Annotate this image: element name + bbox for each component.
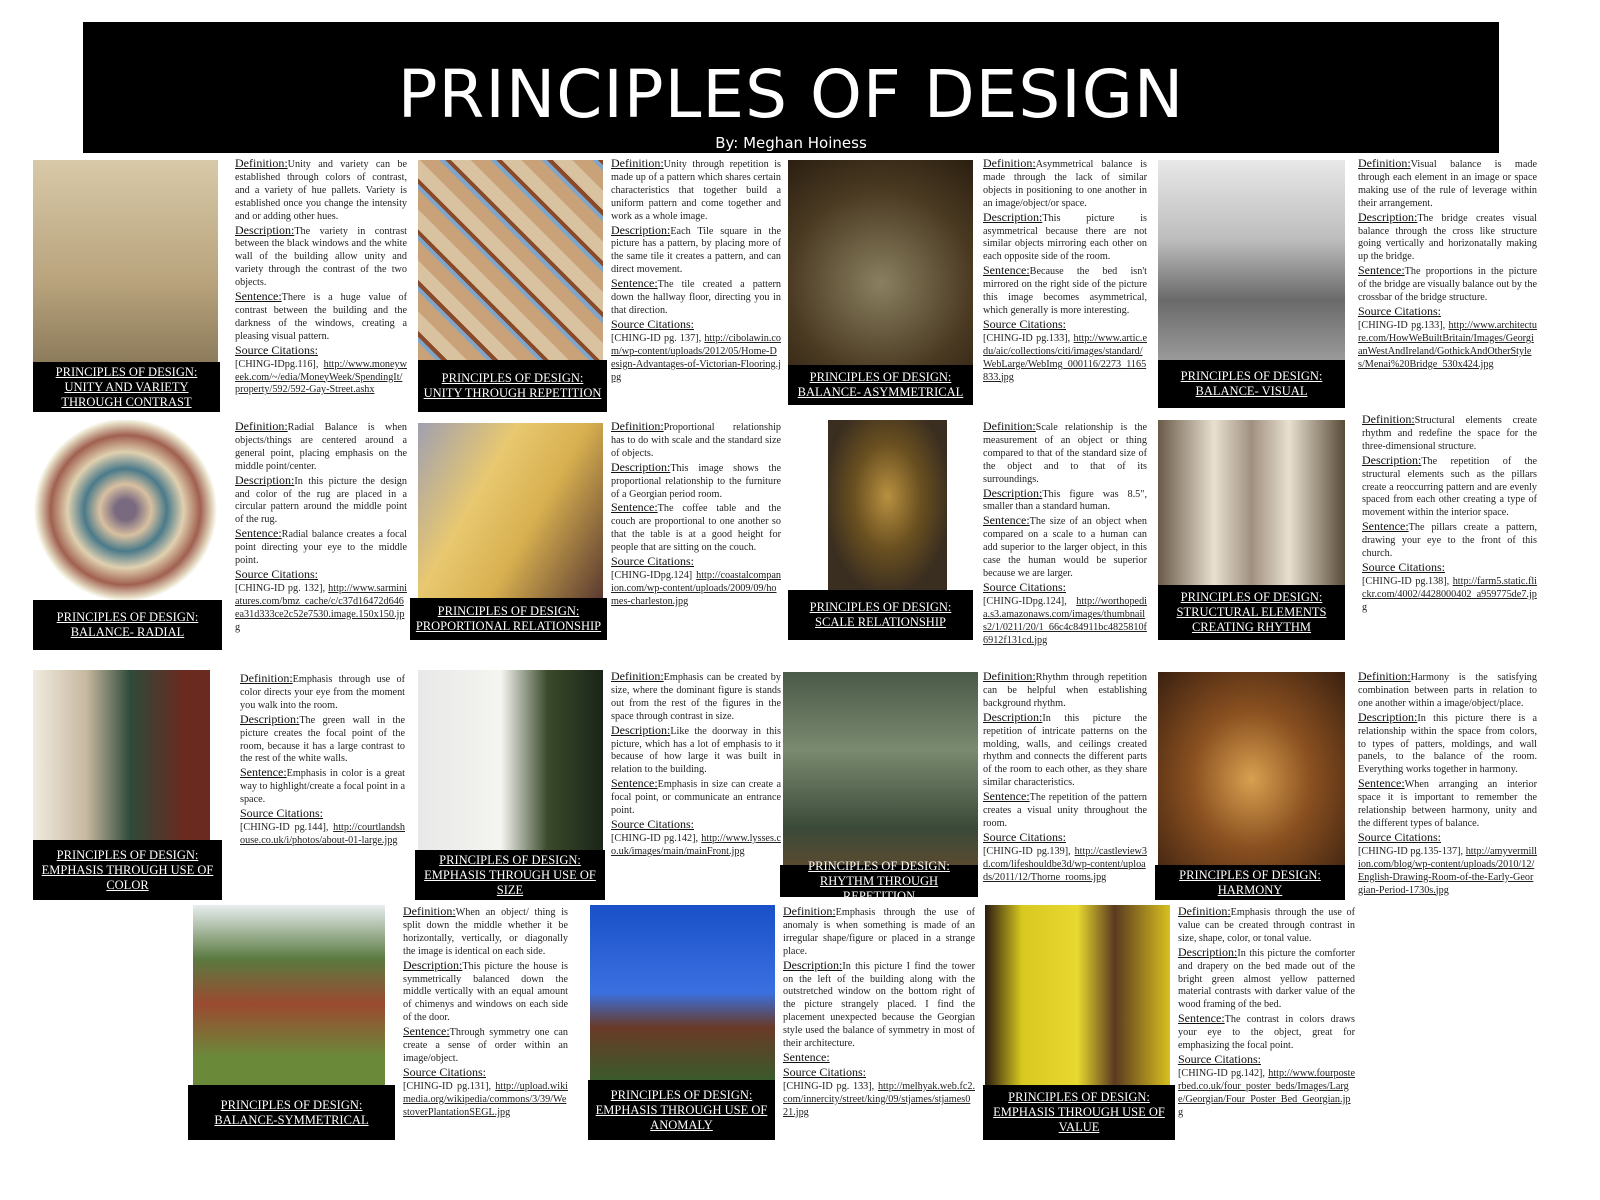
sentence-label: Sentence: [1358, 776, 1405, 791]
citation-text: [CHING-ID pg.135-137], [1358, 845, 1464, 857]
source-block [983, 318, 1147, 385]
panel-caption [983, 1085, 1175, 1140]
sentence-block [1358, 777, 1537, 831]
sentence-label: Sentence: [983, 513, 1030, 528]
description-label: Description: [783, 957, 843, 972]
source-link[interactable]: http://coastalcompanion.com/wp-content/uploads/2009/09/homes-charleston.jpg [611, 569, 781, 607]
caption-title: BALANCE- RADIAL [70, 625, 185, 639]
definition-label: Definition: [235, 419, 288, 433]
description-label: Description: [1358, 709, 1418, 724]
caption-prefix: PRINCIPLES OF DESIGN: [56, 610, 199, 624]
sentence-block [611, 501, 781, 555]
caption-title: EMPHASIS THROUGH USE OF SIZE [424, 867, 596, 897]
definition-label: Definition: [1358, 669, 1411, 683]
citation-text: [CHING-ID pg. 132], [235, 582, 326, 594]
sentence-block [403, 1025, 568, 1066]
description-block [235, 224, 407, 291]
panel-text [983, 157, 1147, 384]
panel-caption [1158, 360, 1345, 408]
definition-block [1358, 157, 1537, 211]
definition-text: Emphasis through use of color directs your eye from the moment you walk into the room. [240, 674, 405, 711]
description-text: In this picture there is a relationship within the space from colors, to types of patters, moldings, and wall panels, to the balance of the room. Everything works together in harmony. [1358, 712, 1537, 776]
source-label: Source Citations: [1362, 559, 1445, 574]
description-label: Description: [983, 485, 1043, 500]
source-block [983, 581, 1147, 648]
panel-caption [410, 598, 607, 640]
description-label: Description: [611, 722, 671, 737]
definition-label: Definition: [983, 156, 1036, 170]
sentence-label: Sentence: [1362, 519, 1409, 534]
panel-photo [1158, 672, 1345, 867]
description-text: In this picture the repetition of intricate patterns on the molding, walls, and ceilings created rhythm and connects the different parts of the room to each other, as they share similar characteristics. [983, 712, 1147, 789]
panel-text [403, 905, 568, 1120]
citation-text: [CHING-IDpg.116], [235, 358, 319, 370]
panel-text [611, 670, 781, 859]
description-label: Description: [983, 709, 1043, 724]
definition-block [235, 157, 407, 224]
definition-block [983, 420, 1147, 487]
description-text: This image shows the proportional relationship to the furniture of a Georgian period room. [611, 462, 781, 500]
panel-photo [985, 905, 1170, 1085]
panel-text [235, 157, 407, 397]
sentence-label: Sentence: [983, 263, 1030, 278]
definition-text: Proportional relationship has to do with scale and the standard size of objects. [611, 422, 781, 459]
description-block [403, 959, 568, 1026]
panel-photo [1158, 420, 1345, 585]
source-link[interactable]: http://www.lysses.co.uk/images/main/mainFront.jpg [611, 832, 781, 857]
panel-photo [828, 420, 947, 590]
panel-caption [418, 360, 607, 412]
caption-prefix: PRINCIPLES OF DESIGN: [220, 1097, 363, 1112]
caption-title: EMPHASIS THROUGH USE OF COLOR [41, 862, 214, 892]
description-label: Description: [235, 472, 295, 487]
caption-prefix: PRINCIPLES OF DESIGN: [437, 604, 580, 618]
description-block [983, 711, 1147, 790]
caption-prefix: PRINCIPLES OF DESIGN: [439, 852, 581, 867]
definition-block [1358, 670, 1537, 711]
definition-text: Unity and variety can be established through colors of contrast, and a variety of hue pallets. Variety is established once you change the intensity and or adding other hues. [235, 159, 407, 222]
sentence-block [1178, 1012, 1355, 1053]
source-link[interactable]: http://www.architecture.com/HowWeBuiltBritain/Images/GeorgianWestAndIreland/GothickAndOtherStyles/Menai%20Bridge_530x424.jpg [1358, 319, 1537, 370]
source-link[interactable]: http://melhyak.web.fc2.com/innercity/street/king/09/stjames/stjames021.jpg [783, 1080, 975, 1118]
description-block [1178, 946, 1355, 1013]
source-label: Source Citations: [983, 316, 1066, 331]
source-label: Source Citations: [235, 566, 318, 581]
description-text: In this picture the comforter and drapery on the bed made out of the bright green almost yellow patterned material contrasts with darker value of the wood framing of the bed. [1178, 947, 1355, 1011]
panel-caption [780, 858, 978, 903]
sentence-label: Sentence: [403, 1024, 450, 1039]
source-label: Source Citations: [235, 342, 318, 357]
citation-text: [CHING-ID pg.133], [1358, 319, 1446, 331]
description-text: This picture the house is symmetrically balanced down the middle vertically with an equal amount of chimenys and windows on each side of the door. [403, 960, 568, 1024]
definition-block [403, 905, 568, 959]
description-text: The bridge creates visual balance through the cross like structure going vertically and horizonatally making up the bridge. [1358, 212, 1537, 263]
definition-block [611, 157, 781, 224]
caption-title: EMPHASIS THROUGH USE OF VALUE [993, 1105, 1165, 1134]
description-block [1358, 711, 1537, 778]
sentence-text: The contrast in colors draws your eye to the object, great for emphasizing the focal point. [1178, 1014, 1355, 1052]
caption-title: RHYTHM THROUGH REPETITION [819, 873, 939, 903]
source-link[interactable]: http://farm5.static.flickr.com/4002/4428000402_a959775de7.jpg [1362, 575, 1537, 613]
source-label: Source Citations: [611, 816, 694, 831]
source-label: Source Citations: [611, 554, 694, 569]
sentence-block [983, 790, 1147, 831]
citation-text: [CHING-ID pg. 137], [611, 332, 702, 344]
sentence-label: Sentence: [240, 765, 287, 780]
sentence-text: The size of an object when compared on a scale to a human can add superior to the larger object, in this case the human would be superior because we are larger. [983, 516, 1147, 579]
citation-text: [CHING-ID pg.138], [1362, 575, 1450, 587]
definition-text: When an object/ thing is split down the middle whether it be horizontally, vertically, or diagonally the image is identical on each side. [403, 907, 568, 957]
caption-title: BALANCE- ASYMMETRICAL [797, 385, 964, 399]
panel-photo [33, 420, 218, 600]
definition-text: Emphasis through the use of value can be created through contrast in size, shape, color, or tonal value. [1178, 907, 1355, 944]
sentence-label: Sentence: [235, 526, 282, 541]
source-link[interactable]: http://worthopedia.s3.amazonaws.com/images/thumbnails2/1/0211/20/1_66c4c84911bc4825810f6912f131cd.jpg [983, 595, 1147, 646]
caption-title: EMPHASIS THROUGH USE OF ANOMALY [595, 1102, 768, 1132]
description-text: This figure was 8.5", smaller than a standard human. [983, 488, 1147, 513]
caption-title: SCALE RELATIONSHIP [815, 615, 946, 629]
panel-caption [415, 850, 605, 900]
description-block [240, 713, 405, 767]
sentence-label: Sentence: [611, 276, 658, 291]
panel-text [235, 420, 407, 635]
source-label: Source Citations: [983, 579, 1066, 594]
source-block [235, 344, 407, 398]
definition-text: Rhythm through repetition can be helpful when establishing background rhythm. [983, 672, 1147, 709]
panel-photo [418, 160, 603, 362]
definition-text: Unity through repetition is made up of a pattern which shares certain characteristics that together build a uniform pattern and come together and work as a whole image. [611, 159, 781, 222]
caption-prefix: PRINCIPLES OF DESIGN: [809, 370, 952, 384]
panel-caption [33, 362, 220, 412]
caption-prefix: PRINCIPLES OF DESIGN: [1180, 590, 1323, 604]
panel-photo [783, 672, 978, 867]
panel-text [783, 905, 975, 1120]
source-link[interactable]: http://upload.wikimedia.org/wikipedia/commons/3/39/WestoverPlantationSEGL.jpg [403, 1080, 569, 1118]
definition-label: Definition: [240, 671, 293, 685]
source-link[interactable]: http://amyvermillion.com/blog/wp-content/uploads/2010/12/English-Drawing-Room-of-the-Early-Georgian-Period-1730s.jpg [1358, 845, 1537, 896]
sentence-text: The tile created a pattern down the hallway floor, directing you in that direction. [611, 279, 781, 316]
source-block [1358, 305, 1537, 372]
description-block [983, 211, 1147, 265]
citation-text: [CHING-ID pg.142], [1178, 1067, 1265, 1079]
caption-prefix: PRINCIPLES OF DESIGN: [809, 600, 952, 614]
definition-label: Definition: [611, 156, 664, 170]
definition-text: Harmony is the satisfying combination between parts in relation to one another within a image/object/place. [1358, 672, 1537, 709]
caption-prefix: PRINCIPLES OF DESIGN: [441, 371, 584, 385]
description-label: Description: [240, 711, 300, 726]
definition-text: Structural elements create rhythm and redefine the space for the three-dimensional structure. [1362, 415, 1537, 452]
sentence-label: Sentence: [983, 789, 1030, 804]
citation-text: [CHING-IDpg.124] [611, 569, 693, 581]
sentence-text: The pillars create a pattern, drawing your eye to the front of this church. [1362, 522, 1537, 560]
description-label: Description: [611, 222, 671, 237]
caption-title: HARMONY [1217, 882, 1283, 897]
definition-text: Emphasis through the use of anomaly is when something is made of an irregular shape/figure or placed in a strange place. [783, 907, 975, 957]
source-label: Source Citations: [611, 316, 694, 331]
source-link[interactable]: http://www.moneyweek.com/~/edia/MoneyWeek/SpendingIt/property/592/592-Gay-Street.ashx [235, 358, 407, 396]
panel-text [1358, 157, 1537, 372]
definition-text: Emphasis can be created by size, where the dominant figure is stands out from the rest of the figures in the space through contrast in size. [611, 672, 781, 722]
description-label: Description: [611, 459, 671, 474]
caption-title: BALANCE-SYMMETRICAL [214, 1112, 369, 1127]
source-block [240, 807, 405, 848]
description-label: Description: [403, 957, 463, 972]
poster-header [83, 22, 1499, 153]
caption-prefix: PRINCIPLES OF DESIGN: [55, 364, 198, 379]
panel-caption [1158, 585, 1345, 640]
source-link[interactable]: http://www.fourposterbed.co.uk/four_poster_beds/Images/Large/Georgian/Four_Poster_Bed_Georgian.jpg [1178, 1067, 1355, 1118]
description-label: Description: [1358, 209, 1418, 224]
panel-photo [193, 905, 385, 1085]
description-text: In this picture I find the tower on the left of the building along with the outstretched window on the bottom right of the picture strangely placed. I find the placement unexpected because the Georgian style used the balance of symmetry in most of their architecture. [783, 960, 975, 1050]
sentence-text: The coffee table and the couch are proportional to one another so that the table is at a good height for people that are sitting on the couch. [611, 503, 781, 554]
panel-text [611, 157, 781, 384]
description-label: Description: [1178, 944, 1238, 959]
panel-text [1178, 905, 1355, 1120]
source-label: Source Citations: [1178, 1051, 1261, 1066]
caption-title: UNITY AND VARIETY THROUGH CONTRAST [61, 379, 192, 409]
source-block [611, 318, 781, 385]
description-block [1362, 454, 1537, 521]
description-text: This picture is asymmetrical because there are not similar objects mirroring each other on each opposite side of the room. [983, 212, 1147, 263]
panel-caption [188, 1085, 395, 1140]
sentence-text: Emphasis in color is a great way to highlight/create a focal point in a space. [240, 768, 405, 806]
sentence-block [983, 514, 1147, 581]
panel-caption [33, 840, 222, 900]
caption-prefix: PRINCIPLES OF DESIGN: [56, 847, 199, 862]
panel-text [611, 420, 781, 609]
panel-photo [590, 905, 775, 1080]
sentence-text: Emphasis in size can create a focal point, or communicate an entrance point. [611, 779, 781, 817]
panel-photo [1158, 160, 1345, 360]
description-text: Each Tile square in the picture has a pattern, by placing more of the same tile it creates a pattern, and can direct movement. [611, 225, 781, 276]
description-block [783, 959, 975, 1051]
source-block [1362, 561, 1537, 615]
source-label: Source Citations: [1358, 829, 1441, 844]
source-link[interactable]: http://cibolawin.com/wp-content/uploads/2012/05/Home-Design-Advantages-of-Victorian-Flooring.jpg [611, 332, 781, 383]
caption-title: PROPORTIONAL RELATIONSHIP [415, 619, 602, 633]
panel-caption [788, 365, 973, 405]
source-block [235, 568, 407, 635]
caption-title: STRUCTURAL ELEMENTS CREATING RHYTHM [1176, 605, 1327, 634]
definition-block [235, 420, 407, 474]
panel-photo [788, 160, 973, 365]
source-block [783, 1066, 975, 1120]
definition-label: Definition: [983, 419, 1036, 433]
definition-block [783, 905, 975, 959]
definition-label: Definition: [783, 904, 836, 918]
citation-text: [CHING-ID pg.133], [983, 332, 1071, 344]
caption-prefix: PRINCIPLES OF DESIGN: [1008, 1090, 1150, 1104]
panel-caption [788, 590, 973, 640]
caption-prefix: PRINCIPLES OF DESIGN: [808, 858, 950, 873]
sentence-label: Sentence: [611, 500, 658, 515]
panel-photo [33, 160, 218, 365]
panel-text [983, 420, 1147, 647]
sentence-text: There is a huge value of contrast between the building and the darkness of the windows, creating a pleasing visual pattern. [235, 292, 407, 342]
description-text: Like the doorway in this picture, which has a lot of emphasis to it because of how large it was built in relation to the building. [611, 725, 781, 776]
citation-text: [CHING-ID pg.131], [403, 1080, 492, 1092]
panel-text [240, 672, 405, 848]
source-block [611, 818, 781, 859]
citation-text: [CHING-ID pg.144], [240, 821, 329, 833]
sentence-text: When arranging an interior space it is important to remember the relationship between harmony, unity and the different types of balance. [1358, 779, 1537, 829]
source-block [983, 831, 1147, 885]
panel-photo [418, 423, 603, 598]
source-block [1358, 831, 1537, 898]
definition-block [240, 672, 405, 713]
source-label: Source Citations: [983, 829, 1066, 844]
description-label: Description: [983, 209, 1043, 224]
description-label: Description: [1362, 452, 1422, 467]
sentence-block [783, 1051, 975, 1066]
sentence-label: Sentence: [611, 776, 658, 791]
description-text: The variety in contrast between the black windows and the white wall of the building allow unity and variety through the contrast of the two objects. [235, 225, 407, 289]
author-byline: By: Meghan Hoiness [715, 134, 867, 152]
citation-text: [CHING-ID pg. 133], [783, 1080, 875, 1092]
sentence-block [235, 290, 407, 344]
caption-title: BALANCE- VISUAL [1195, 384, 1308, 398]
description-block [1358, 211, 1537, 265]
description-label: Description: [235, 222, 295, 237]
sentence-block [1362, 520, 1537, 561]
description-block [983, 487, 1147, 515]
sentence-label: Sentence: [235, 289, 282, 304]
definition-block [611, 420, 781, 461]
source-label: Source Citations: [1358, 303, 1441, 318]
description-text: The repetition of the structural elements such as the pillars create a reoccurring pattern and are evenly spaced from each other creating a type of movement within the interior space. [1362, 455, 1537, 519]
description-block [611, 461, 781, 502]
source-link[interactable]: http://www.artic.edu/aic/collections/citi/images/standard/WebLarge/WebImg_000116/2273_1165833.jpg [983, 332, 1147, 383]
description-block [611, 724, 781, 778]
source-link[interactable]: http://castleview3d.com/lifeshouldbe3d/wp-content/uploads/2011/12/Thorne_rooms.jpg [983, 845, 1147, 883]
source-label: Source Citations: [240, 806, 323, 821]
sentence-block [235, 527, 407, 568]
description-text: In this picture the design and color of the rug are placed in a circular pattern around the middle point of the rug. [235, 475, 407, 526]
poster-title: PRINCIPLES OF DESIGN [397, 56, 1185, 133]
panel-photo [418, 670, 603, 852]
sentence-text: Radial balance creates a focal point directing your eye to the middle point. [235, 529, 407, 567]
definition-label: Definition: [611, 669, 664, 683]
definition-block [1178, 905, 1355, 946]
caption-prefix: PRINCIPLES OF DESIGN: [610, 1087, 753, 1102]
definition-text: Asymmetrical balance is made through the lack of similar objects in positioning to one another in an image/object/or space. [983, 159, 1147, 209]
sentence-label: Sentence: [783, 1049, 830, 1064]
sentence-label: Sentence: [1358, 263, 1405, 278]
description-block [235, 474, 407, 528]
source-block [403, 1066, 568, 1120]
definition-block [1362, 413, 1537, 454]
sentence-block [983, 264, 1147, 318]
source-label: Source Citations: [403, 1064, 486, 1079]
caption-prefix: PRINCIPLES OF DESIGN: [1179, 867, 1321, 882]
panel-text [983, 670, 1147, 885]
definition-label: Definition: [611, 419, 664, 433]
definition-label: Definition: [1178, 904, 1231, 918]
panel-caption [33, 600, 222, 650]
sentence-text: Through symmetry one can create a sense of order within an image/object. [403, 1027, 568, 1064]
source-link[interactable]: http://www.sarminiatures.com/bmz_cache/c/c37d16472d646ea31d333ce2c52e7530.image.150x150.jpg [235, 582, 408, 633]
panel-text [1362, 413, 1537, 615]
source-block [1178, 1053, 1355, 1120]
sentence-text: The proportions in the picture of the bridge are visually balance out by the crossbar of the bridge structure. [1358, 266, 1537, 304]
sentence-block [1358, 264, 1537, 305]
citation-text: [CHING-ID pg.142], [611, 832, 699, 844]
source-block [611, 555, 781, 609]
definition-block [983, 157, 1147, 211]
definition-text: Visual balance is made through each element in an image or space making use of the rule of leverage within their arrangement. [1358, 159, 1537, 209]
definition-block [983, 670, 1147, 711]
caption-prefix: PRINCIPLES OF DESIGN: [1180, 369, 1323, 383]
source-label: Source Citations: [783, 1064, 866, 1079]
panel-caption [588, 1080, 775, 1140]
panel-photo [33, 670, 210, 842]
sentence-label: Sentence: [1178, 1011, 1225, 1026]
definition-label: Definition: [1362, 412, 1415, 426]
sentence-block [611, 777, 781, 818]
sentence-block [611, 277, 781, 318]
definition-label: Definition: [235, 156, 288, 170]
description-text: The green wall in the picture creates the focal point of the room, because it has a large contrast to the rest of the white walls. [240, 714, 405, 765]
definition-text: Scale relationship is the measurement of an object or thing compared to that of the standard size of the object and to that of its surroundings. [983, 422, 1147, 485]
panel-caption [1155, 865, 1345, 900]
caption-title: UNITY THROUGH REPETITION [423, 386, 602, 400]
definition-text: Radial Balance is when objects/things are centered around a general point, placing emphasis on the middle point/center. [235, 422, 407, 472]
description-block [611, 224, 781, 278]
citation-text: [CHING-ID pg.139], [983, 845, 1071, 857]
sentence-text: The repetition of the pattern creates a visual unity throughout the room. [983, 792, 1147, 829]
sentence-block [240, 766, 405, 807]
definition-block [611, 670, 781, 724]
panel-text [1358, 670, 1537, 897]
definition-label: Definition: [1358, 156, 1411, 170]
source-link[interactable]: http://courtlandshouse.co.uk/i/photos/about-01-large.jpg [240, 821, 405, 846]
citation-text: [CHING-IDpg.124], [983, 595, 1067, 607]
definition-label: Definition: [983, 669, 1036, 683]
sentence-text: Because the bed isn't mirrored on the right side of the picture this image becomes asymmetrical, which generally is more interesting. [983, 266, 1147, 316]
definition-label: Definition: [403, 904, 456, 918]
